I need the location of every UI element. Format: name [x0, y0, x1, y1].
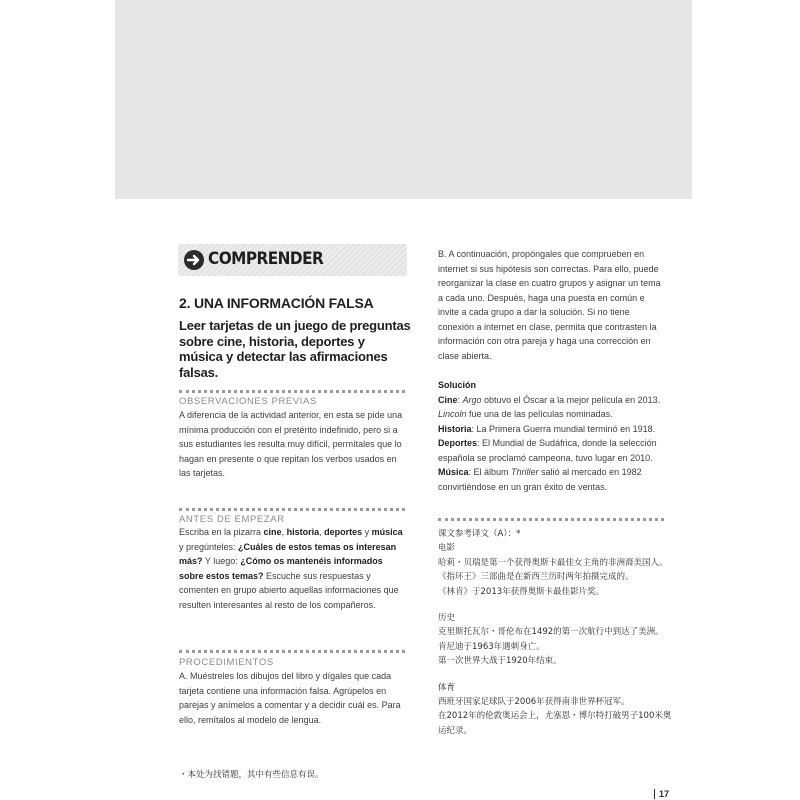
- dotted-divider: [179, 650, 405, 653]
- keyword-cine: cine: [263, 527, 282, 537]
- chinese-header: 课文参考译文（A）：*: [438, 529, 521, 539]
- activity-title: 2. UNA INFORMACIÓN FALSA: [179, 295, 374, 311]
- banner-title: COMPRENDER: [208, 249, 324, 269]
- antes-text: Escriba en la pizarra cine, historia, deportes y música y pregúnteles: ¿Cuáles de estos temas os interesan más? Y luego: ¿Cómo os mantenéis informados sobre estos temas? Escuche sus respuestas y comenten en grupo abierto aquellas informaciones que resulten interesantes al resto de los compañeros.: [179, 527, 403, 610]
- procedimientos-label: PROCEDIMIENTOS: [179, 657, 274, 668]
- antes-label: ANTES DE EMPEZAR: [179, 514, 285, 525]
- keyword-historia: historia: [286, 527, 320, 537]
- section-banner: [178, 244, 407, 276]
- observaciones-text: A diferencia de la actividad anterior, en esta se pide una mínima producción con el pretérito indefinido, pero si a sus estudiantes les resulta muy difícil, permítales que lo hagan en presente o que repitan los verbos usados en las tarjetas.: [179, 410, 403, 478]
- arrow-right-icon: [184, 250, 204, 270]
- dotted-divider: [179, 390, 405, 393]
- solucion-label: Solución: [438, 380, 476, 390]
- activity-subtitle: Leer tarjetas de un juego de preguntas sobre cine, historia, deportes y música y detectar las afirmaciones falsas.: [179, 318, 411, 380]
- dotted-divider: [438, 518, 664, 521]
- header-gray-band: [115, 0, 692, 199]
- solucion-block: Solución Cine: Argo obtuvo el Óscar a la mejor película en 2013. Lincoln fue una de las películas nominadas. Historia: La Primera Guerra mundial terminó en 1918. Deportes: El Mundial de Sudáfrica, donde la selección española se proclamó campeona, tuvo lugar en 2010. Música: El álbum Thriller salió al mercado en 1982 convirtiéndose en un gran éxito de ventas.: [438, 380, 661, 492]
- procedimientos-text-a: A. Muéstreles los dibujos del libro y dígales que cada tarjeta contiene una información falsa. Agrúpelos en parejas y anímelos a comentar y a decidir cuál es. Para ello, remítalos al modelo de lengua.: [179, 671, 401, 725]
- procedimientos-text-b: B. A continuación, propóngales que comprueben en internet si sus hipótesis son correctas. Para ello, puede reorganizar la clase en cuatro grupos y asignar un tema a cada uno. Después, haga una puesta en común e invite a cada grupo a dar la solución. Si no tiene conexión a internet en clase, permita que contrasten la información con otra pareja y haga una corrección en clase abierta.: [438, 249, 661, 361]
- question-2: ¿Cómo os mantenéis informados sobre estos temas?: [179, 556, 383, 581]
- page-number: 17: [654, 789, 669, 799]
- observaciones-label: OBSERVACIONES PREVIAS: [179, 396, 317, 407]
- question-1: ¿Cuáles de estos temas os interesan más?: [179, 541, 397, 566]
- dotted-divider: [179, 508, 405, 511]
- footnote: ・本处为找错题，其中有些信息有误。: [179, 770, 324, 780]
- keyword-deportes: deportes: [324, 527, 363, 537]
- chinese-translation: 课文参考译文（A）：* 电影 哈莉・贝瑞是第一个获得奥斯卡最佳女主角的非洲裔美国人。 《指环王》三部曲是在新西兰历时两年拍摄完成的。 《林肯》于2013年获得奥斯卡最佳影片奖。 历史 克里斯托瓦尔・哥伦布在1492的第一次航行中到达了美洲。 肯尼迪于1963年遇刺身亡。 第一次世界大战于1920年结束。 体育 西班牙国家足球队于2006年获得南非世界杯冠军。 在2012年的伦敦奥运会上，尤塞恩・博尔特打破男子100米奥 运纪录。: [438, 527, 678, 738]
- keyword-musica: música: [371, 527, 403, 537]
